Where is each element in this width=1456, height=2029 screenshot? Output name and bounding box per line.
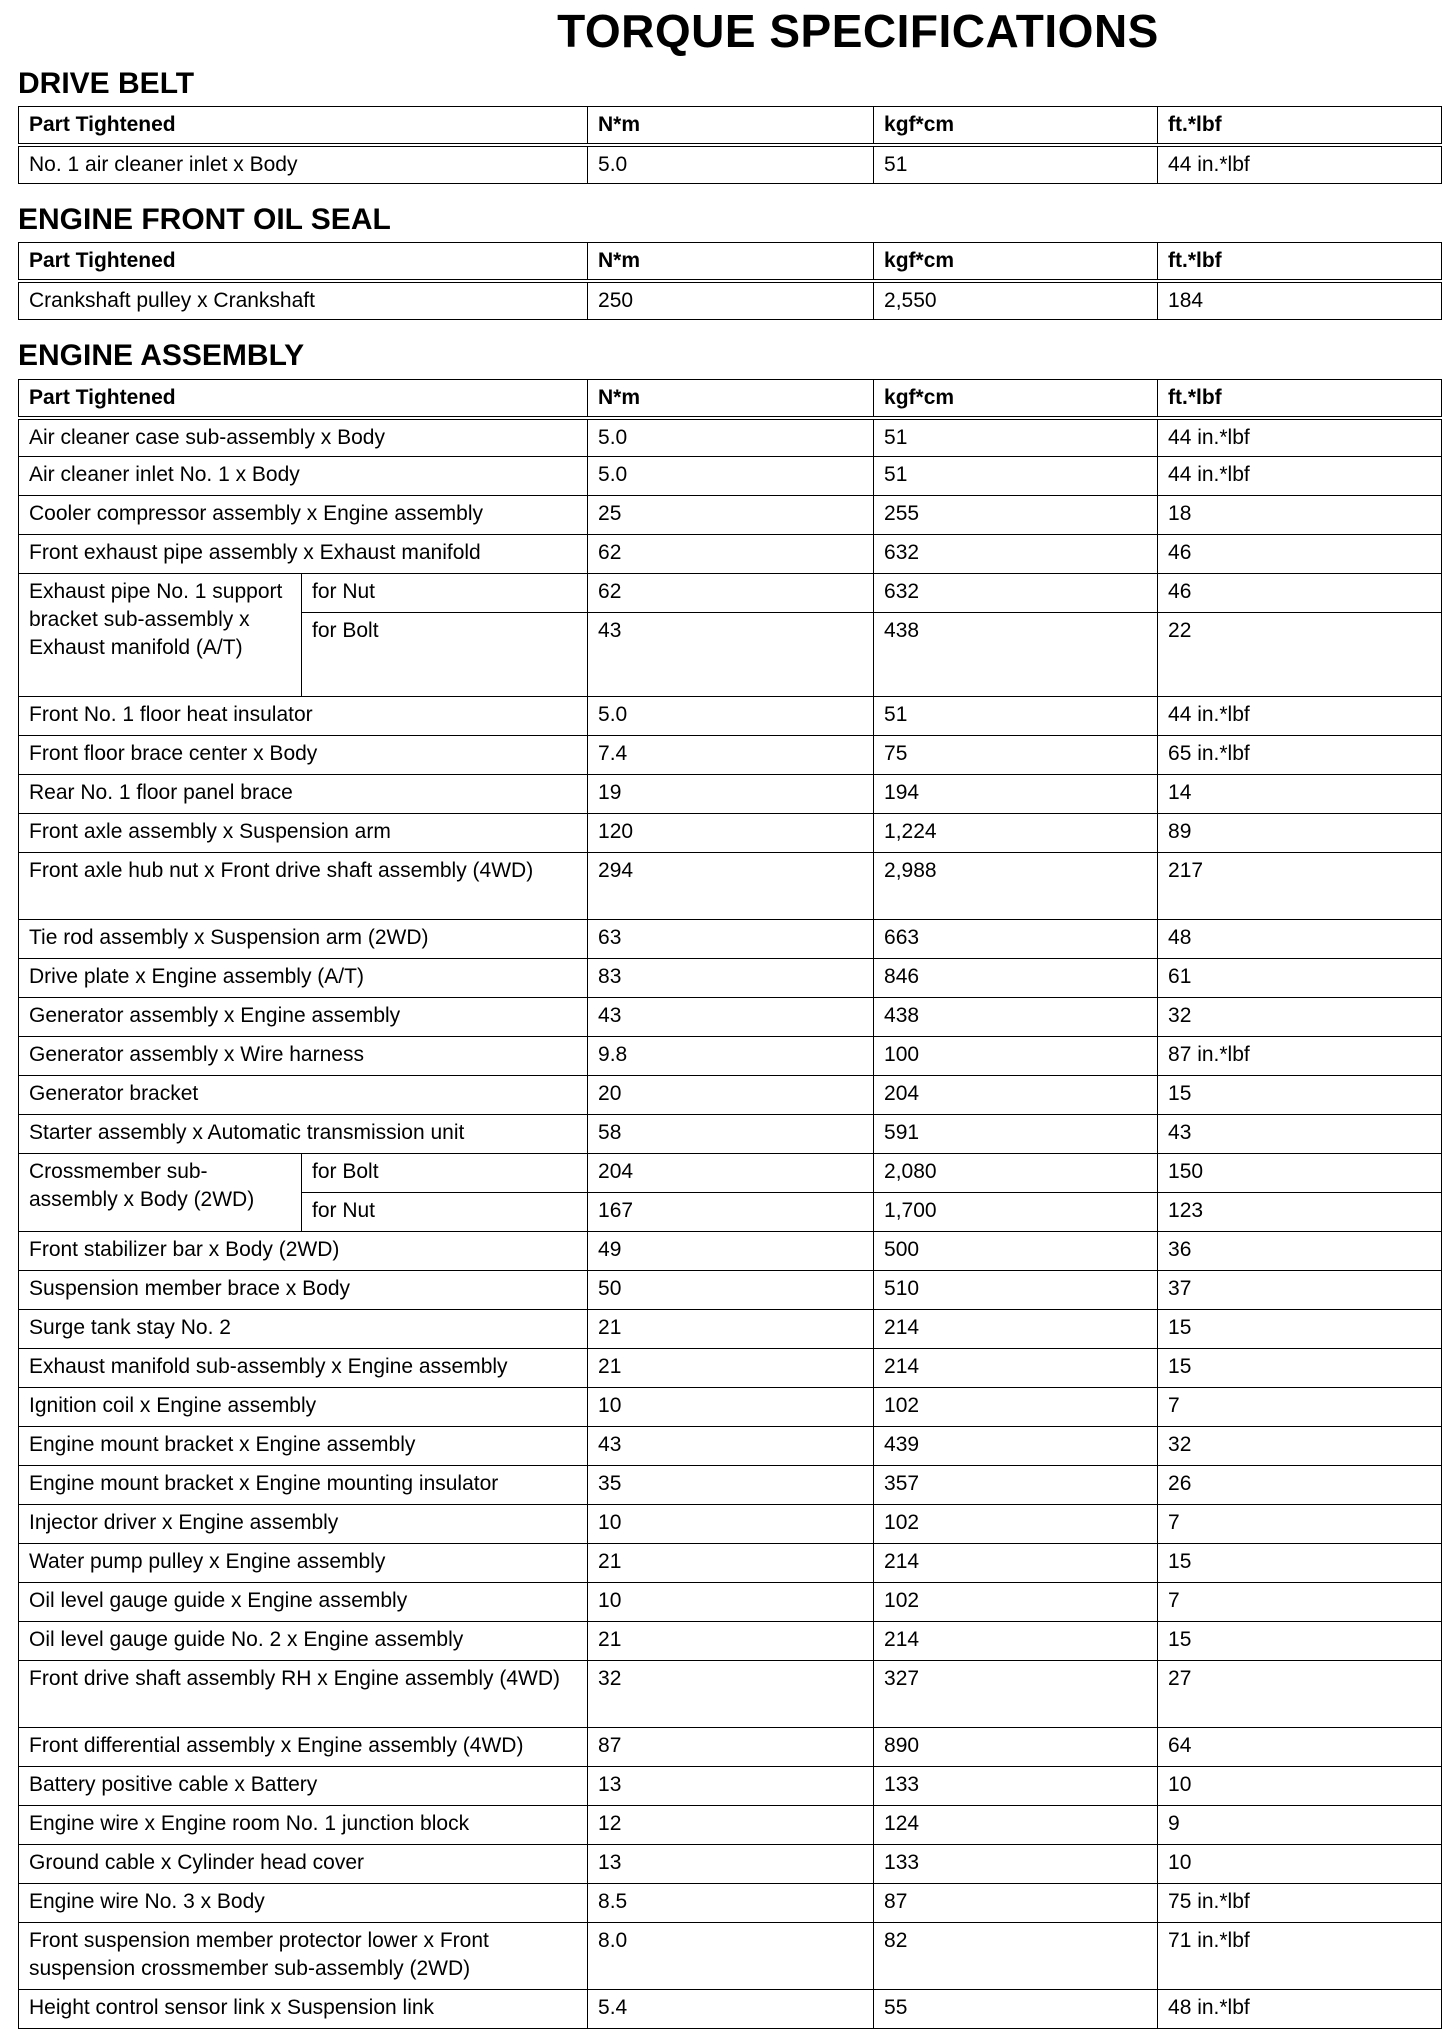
part-cell: Exhaust manifold sub-assembly x Engine assembly	[19, 1349, 588, 1388]
part-cell: Injector driver x Engine assembly	[19, 1505, 588, 1544]
table-row	[19, 145, 1442, 184]
kgfcm-cell: 438	[874, 613, 1158, 697]
part-cell: Front No. 1 floor heat insulator	[19, 697, 588, 736]
table-row	[19, 775, 1442, 814]
section-title-engine-assembly: ENGINE ASSEMBLY	[18, 339, 305, 372]
ftlbf-cell: 44 in.*lbf	[1158, 145, 1442, 184]
part-cell: Generator assembly x Engine assembly	[19, 998, 588, 1037]
table-row	[19, 998, 1442, 1037]
kgfcm-cell: 100	[874, 1037, 1158, 1076]
nm-cell: 13	[588, 1845, 874, 1884]
nm-cell: 63	[588, 920, 874, 959]
nm-cell: 25	[588, 496, 874, 535]
kgfcm-cell: 214	[874, 1310, 1158, 1349]
ftlbf-cell: 184	[1158, 281, 1442, 320]
ftlbf-cell: 217	[1158, 853, 1442, 920]
nm-cell: 43	[588, 998, 874, 1037]
engine-assembly-table	[18, 379, 1442, 2029]
table-row	[19, 418, 1442, 457]
table-row	[19, 1310, 1442, 1349]
table-row	[19, 1388, 1442, 1427]
nm-cell: 8.0	[588, 1923, 874, 1990]
kgfcm-cell: 327	[874, 1661, 1158, 1728]
nm-cell: 7.4	[588, 736, 874, 775]
part-cell: Drive plate x Engine assembly (A/T)	[19, 959, 588, 998]
ftlbf-cell: 123	[1158, 1193, 1442, 1232]
kgfcm-cell: 82	[874, 1923, 1158, 1990]
kgfcm-cell: 133	[874, 1845, 1158, 1884]
nm-cell: 50	[588, 1271, 874, 1310]
table-row	[19, 1845, 1442, 1884]
kgfcm-cell: 214	[874, 1349, 1158, 1388]
part-cell: Rear No. 1 floor panel brace	[19, 775, 588, 814]
part-cell: Exhaust pipe No. 1 support bracket sub-assembly x Exhaust manifold (A/T)	[19, 574, 302, 697]
part-cell: Front suspension member protector lower x Front suspension crossmember sub-assembly (2WD)	[19, 1923, 588, 1990]
table-row	[19, 959, 1442, 998]
table-row	[19, 1990, 1442, 2029]
header-row	[19, 380, 1442, 418]
ftlbf-cell: 26	[1158, 1466, 1442, 1505]
part-cell: Oil level gauge guide No. 2 x Engine assembly	[19, 1622, 588, 1661]
condition-cell: for Nut	[302, 1193, 588, 1232]
ftlbf-cell: 7	[1158, 1583, 1442, 1622]
ftlbf-cell: 150	[1158, 1154, 1442, 1193]
part-cell: Cooler compressor assembly x Engine assembly	[19, 496, 588, 535]
ftlbf-cell: 10	[1158, 1845, 1442, 1884]
table-row	[19, 1923, 1442, 1990]
part-cell: Front axle hub nut x Front drive shaft assembly (4WD)	[19, 853, 588, 920]
kgfcm-cell: 75	[874, 736, 1158, 775]
kgfcm-cell: 663	[874, 920, 1158, 959]
table-row	[19, 1427, 1442, 1466]
kgfcm-cell: 204	[874, 1076, 1158, 1115]
ftlbf-cell: 48	[1158, 920, 1442, 959]
part-cell: Surge tank stay No. 2	[19, 1310, 588, 1349]
table-row	[19, 574, 1442, 613]
table-row	[19, 853, 1442, 920]
part-cell: Front axle assembly x Suspension arm	[19, 814, 588, 853]
kgfcm-cell: 846	[874, 959, 1158, 998]
ftlbf-cell: 87 in.*lbf	[1158, 1037, 1442, 1076]
table-row	[19, 1544, 1442, 1583]
part-cell: Air cleaner inlet No. 1 x Body	[19, 457, 588, 496]
kgfcm-cell: 890	[874, 1728, 1158, 1767]
ftlbf-cell: 27	[1158, 1661, 1442, 1728]
nm-cell: 49	[588, 1232, 874, 1271]
header-kgfcm: kgf*cm	[874, 107, 1158, 145]
section-title-engine-front-oil-seal: ENGINE FRONT OIL SEAL	[18, 203, 391, 236]
nm-cell: 21	[588, 1310, 874, 1349]
table-row	[19, 736, 1442, 775]
table-row	[19, 1076, 1442, 1115]
ftlbf-cell: 48 in.*lbf	[1158, 1990, 1442, 2029]
part-cell: Water pump pulley x Engine assembly	[19, 1544, 588, 1583]
table-row	[19, 1115, 1442, 1154]
part-cell: Suspension member brace x Body	[19, 1271, 588, 1310]
header-part-tightened: Part Tightened	[19, 107, 588, 145]
ftlbf-cell: 9	[1158, 1806, 1442, 1845]
part-cell: Generator assembly x Wire harness	[19, 1037, 588, 1076]
nm-cell: 10	[588, 1583, 874, 1622]
table-row	[19, 281, 1442, 320]
page-title: TORQUE SPECIFICATIONS	[557, 5, 1159, 57]
kgfcm-cell: 55	[874, 1990, 1158, 2029]
nm-cell: 21	[588, 1349, 874, 1388]
nm-cell: 10	[588, 1505, 874, 1544]
kgfcm-cell: 87	[874, 1884, 1158, 1923]
part-cell: Front floor brace center x Body	[19, 736, 588, 775]
part-cell: Engine mount bracket x Engine mounting insulator	[19, 1466, 588, 1505]
table-row	[19, 1505, 1442, 1544]
table-row	[19, 496, 1442, 535]
part-cell: Ignition coil x Engine assembly	[19, 1388, 588, 1427]
header-kgfcm: kgf*cm	[874, 380, 1158, 418]
condition-cell: for Nut	[302, 574, 588, 613]
ftlbf-cell: 65 in.*lbf	[1158, 736, 1442, 775]
ftlbf-cell: 37	[1158, 1271, 1442, 1310]
nm-cell: 32	[588, 1661, 874, 1728]
ftlbf-cell: 15	[1158, 1544, 1442, 1583]
table-row	[19, 814, 1442, 853]
nm-cell: 35	[588, 1466, 874, 1505]
ftlbf-cell: 46	[1158, 535, 1442, 574]
ftlbf-cell: 64	[1158, 1728, 1442, 1767]
nm-cell: 13	[588, 1767, 874, 1806]
ftlbf-cell: 18	[1158, 496, 1442, 535]
kgfcm-cell: 51	[874, 145, 1158, 184]
header-ftlbf: ft.*lbf	[1158, 380, 1442, 418]
header-kgfcm: kgf*cm	[874, 243, 1158, 281]
kgfcm-cell: 51	[874, 457, 1158, 496]
kgfcm-cell: 133	[874, 1767, 1158, 1806]
kgfcm-cell: 510	[874, 1271, 1158, 1310]
part-cell: Front differential assembly x Engine assembly (4WD)	[19, 1728, 588, 1767]
ftlbf-cell: 14	[1158, 775, 1442, 814]
part-cell: Oil level gauge guide x Engine assembly	[19, 1583, 588, 1622]
table-row	[19, 1232, 1442, 1271]
table-row	[19, 1271, 1442, 1310]
part-cell: Ground cable x Cylinder head cover	[19, 1845, 588, 1884]
kgfcm-cell: 632	[874, 574, 1158, 613]
table-row	[19, 535, 1442, 574]
nm-cell: 5.0	[588, 418, 874, 457]
header-part-tightened: Part Tightened	[19, 380, 588, 418]
table-row	[19, 920, 1442, 959]
kgfcm-cell: 194	[874, 775, 1158, 814]
nm-cell: 120	[588, 814, 874, 853]
nm-cell: 43	[588, 613, 874, 697]
ftlbf-cell: 75 in.*lbf	[1158, 1884, 1442, 1923]
kgfcm-cell: 357	[874, 1466, 1158, 1505]
ftlbf-cell: 15	[1158, 1076, 1442, 1115]
nm-cell: 87	[588, 1728, 874, 1767]
kgfcm-cell: 1,700	[874, 1193, 1158, 1232]
kgfcm-cell: 102	[874, 1388, 1158, 1427]
ftlbf-cell: 10	[1158, 1767, 1442, 1806]
part-cell: Starter assembly x Automatic transmission unit	[19, 1115, 588, 1154]
part-cell: Engine wire x Engine room No. 1 junction block	[19, 1806, 588, 1845]
ftlbf-cell: 36	[1158, 1232, 1442, 1271]
ftlbf-cell: 7	[1158, 1505, 1442, 1544]
section-title-drive-belt: DRIVE BELT	[18, 67, 195, 100]
nm-cell: 62	[588, 535, 874, 574]
kgfcm-cell: 1,224	[874, 814, 1158, 853]
ftlbf-cell: 15	[1158, 1349, 1442, 1388]
kgfcm-cell: 102	[874, 1505, 1158, 1544]
nm-cell: 12	[588, 1806, 874, 1845]
nm-cell: 5.0	[588, 697, 874, 736]
condition-cell: for Bolt	[302, 613, 588, 697]
part-cell: Front exhaust pipe assembly x Exhaust manifold	[19, 535, 588, 574]
header-row	[19, 107, 1442, 145]
table-row	[19, 1154, 1442, 1193]
ftlbf-cell: 7	[1158, 1388, 1442, 1427]
kgfcm-cell: 2,080	[874, 1154, 1158, 1193]
nm-cell: 19	[588, 775, 874, 814]
part-cell: Generator bracket	[19, 1076, 588, 1115]
nm-cell: 5.0	[588, 457, 874, 496]
table-row	[19, 697, 1442, 736]
part-cell: Engine wire No. 3 x Body	[19, 1884, 588, 1923]
nm-cell: 5.4	[588, 1990, 874, 2029]
part-cell: Air cleaner case sub-assembly x Body	[19, 418, 588, 457]
nm-cell: 21	[588, 1622, 874, 1661]
ftlbf-cell: 44 in.*lbf	[1158, 697, 1442, 736]
kgfcm-cell: 51	[874, 697, 1158, 736]
nm-cell: 250	[588, 281, 874, 320]
nm-cell: 21	[588, 1544, 874, 1583]
ftlbf-cell: 61	[1158, 959, 1442, 998]
part-cell: Crossmember sub-assembly x Body (2WD)	[19, 1154, 302, 1232]
kgfcm-cell: 438	[874, 998, 1158, 1037]
ftlbf-cell: 44 in.*lbf	[1158, 418, 1442, 457]
part-cell: Tie rod assembly x Suspension arm (2WD)	[19, 920, 588, 959]
kgfcm-cell: 632	[874, 535, 1158, 574]
table-row	[19, 1037, 1442, 1076]
table-row	[19, 1806, 1442, 1845]
table-row	[19, 1767, 1442, 1806]
ftlbf-cell: 44 in.*lbf	[1158, 457, 1442, 496]
part-cell: Front stabilizer bar x Body (2WD)	[19, 1232, 588, 1271]
ftlbf-cell: 22	[1158, 613, 1442, 697]
table-row	[19, 1583, 1442, 1622]
ftlbf-cell: 46	[1158, 574, 1442, 613]
nm-cell: 294	[588, 853, 874, 920]
part-cell: Height control sensor link x Suspension link	[19, 1990, 588, 2029]
nm-cell: 58	[588, 1115, 874, 1154]
ftlbf-cell: 32	[1158, 998, 1442, 1037]
kgfcm-cell: 500	[874, 1232, 1158, 1271]
table-row	[19, 1884, 1442, 1923]
nm-cell: 204	[588, 1154, 874, 1193]
ftlbf-cell: 89	[1158, 814, 1442, 853]
part-cell: No. 1 air cleaner inlet x Body	[19, 145, 588, 184]
nm-cell: 62	[588, 574, 874, 613]
engine-front-oil-seal-table	[18, 242, 1442, 320]
ftlbf-cell: 43	[1158, 1115, 1442, 1154]
part-cell: Engine mount bracket x Engine assembly	[19, 1427, 588, 1466]
kgfcm-cell: 51	[874, 418, 1158, 457]
part-cell: Front drive shaft assembly RH x Engine assembly (4WD)	[19, 1661, 588, 1728]
kgfcm-cell: 124	[874, 1806, 1158, 1845]
drive-belt-table	[18, 106, 1442, 184]
ftlbf-cell: 15	[1158, 1622, 1442, 1661]
header-nm: N*m	[588, 107, 874, 145]
ftlbf-cell: 15	[1158, 1310, 1442, 1349]
kgfcm-cell: 2,550	[874, 281, 1158, 320]
nm-cell: 20	[588, 1076, 874, 1115]
nm-cell: 5.0	[588, 145, 874, 184]
kgfcm-cell: 591	[874, 1115, 1158, 1154]
nm-cell: 9.8	[588, 1037, 874, 1076]
nm-cell: 83	[588, 959, 874, 998]
kgfcm-cell: 255	[874, 496, 1158, 535]
header-nm: N*m	[588, 243, 874, 281]
ftlbf-cell: 71 in.*lbf	[1158, 1923, 1442, 1990]
header-ftlbf: ft.*lbf	[1158, 107, 1442, 145]
nm-cell: 43	[588, 1427, 874, 1466]
kgfcm-cell: 102	[874, 1583, 1158, 1622]
kgfcm-cell: 2,988	[874, 853, 1158, 920]
table-row	[19, 1349, 1442, 1388]
nm-cell: 8.5	[588, 1884, 874, 1923]
table-row	[19, 1728, 1442, 1767]
part-cell: Crankshaft pulley x Crankshaft	[19, 281, 588, 320]
header-ftlbf: ft.*lbf	[1158, 243, 1442, 281]
kgfcm-cell: 439	[874, 1427, 1158, 1466]
nm-cell: 10	[588, 1388, 874, 1427]
part-cell: Battery positive cable x Battery	[19, 1767, 588, 1806]
table-row	[19, 1466, 1442, 1505]
kgfcm-cell: 214	[874, 1544, 1158, 1583]
table-row	[19, 1661, 1442, 1728]
header-nm: N*m	[588, 380, 874, 418]
header-row	[19, 243, 1442, 281]
condition-cell: for Bolt	[302, 1154, 588, 1193]
table-row	[19, 457, 1442, 496]
table-row	[19, 1622, 1442, 1661]
nm-cell: 167	[588, 1193, 874, 1232]
kgfcm-cell: 214	[874, 1622, 1158, 1661]
ftlbf-cell: 32	[1158, 1427, 1442, 1466]
header-part-tightened: Part Tightened	[19, 243, 588, 281]
